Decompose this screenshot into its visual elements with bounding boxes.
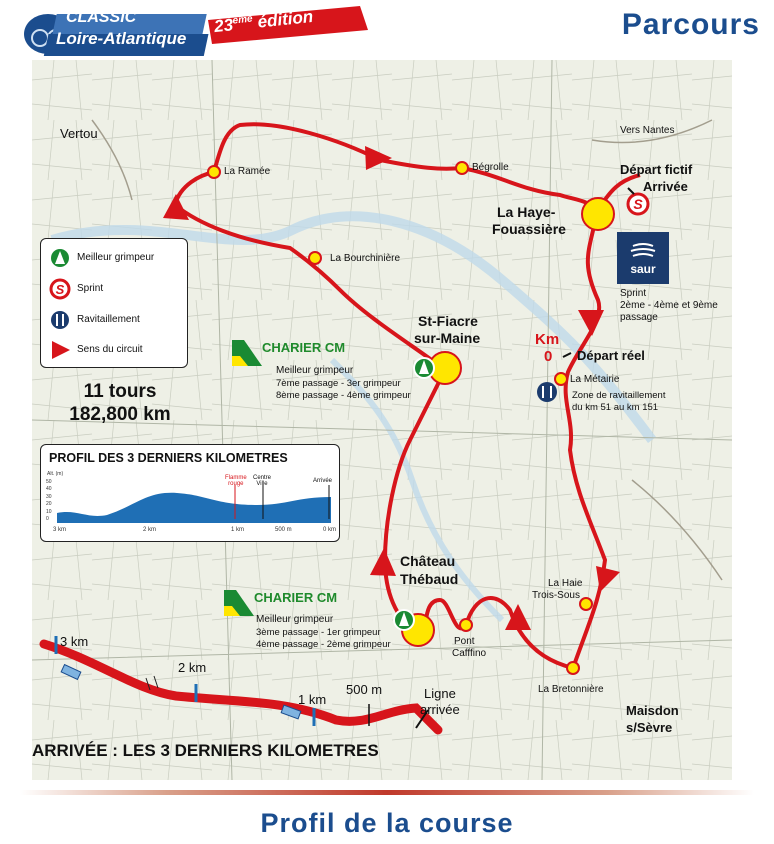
saur-wave-icon <box>617 232 669 284</box>
race-stats <box>40 380 200 426</box>
profile-chart <box>57 479 331 523</box>
place-vertou: Vertou <box>60 126 98 141</box>
direction-arrow-icon <box>596 566 620 592</box>
sprint-info-line-2: 2ème - 4ème et 9ème <box>620 300 718 311</box>
profile-x-tick-2: 1 km <box>231 527 245 533</box>
edition-text: 23ème édition <box>213 6 315 37</box>
profile-marker-arrivee: Arrivée <box>313 478 333 484</box>
place-la-metairie: La Métairie <box>570 374 620 385</box>
finish-km1: 1 km <box>298 692 327 707</box>
profile-area <box>57 493 331 523</box>
logo-region-text: Loire-Atlantique <box>56 29 187 48</box>
profile-x-tick-3: 500 m <box>275 527 292 533</box>
place-chateau-1: Château <box>400 553 456 569</box>
profile-x-tick-0: 3 km <box>53 527 67 533</box>
sprint-info-line-3: passage <box>620 312 658 323</box>
climb-2-line-3: 4ème passage - 2ème grimpeur <box>256 639 391 650</box>
legend-item-sprint: Sprint <box>77 283 104 294</box>
ravito-line-2: du km 51 au km 151 <box>572 402 659 413</box>
place-la-haye-2: Fouassière <box>492 221 566 237</box>
svg-text:S: S <box>633 196 643 212</box>
place-la-bourchiniere: La Bourchinière <box>330 253 401 264</box>
profile-box <box>40 444 340 542</box>
place-begrolle: Bégrolle <box>472 162 509 173</box>
checkpoint-pont-cafffino <box>460 619 472 631</box>
profile-marker-centre: Centre Ville <box>253 475 272 487</box>
climb-1-line-2: 7ème passage - 3er grimpeur <box>276 378 401 389</box>
checkpoint-begrolle <box>456 162 468 174</box>
legend-icons <box>49 247 71 359</box>
checkpoint-la-metairie <box>555 373 567 385</box>
direction-arrow-icon <box>365 146 392 170</box>
sprint-info-line-1: Sprint <box>620 288 647 299</box>
finish-km3: 3 km <box>60 634 89 649</box>
checkpoint-la-haie <box>580 598 592 610</box>
place-maisdon-1: Maisdon <box>626 703 679 718</box>
race-laps: 11 tours <box>83 381 157 402</box>
climb-1-line-1: Meilleur grimpeur <box>276 365 354 376</box>
checkpoint-la-haye-fouassiere <box>582 198 614 230</box>
place-st-fiacre-2: sur-Maine <box>414 330 481 346</box>
svg-text:S: S <box>55 282 65 297</box>
label-km-zero: 0 <box>544 348 553 365</box>
label-km: Km <box>535 331 560 348</box>
place-la-ramee: La Ramée <box>224 166 271 177</box>
place-la-bretonniere: La Bretonnière <box>538 684 604 695</box>
charier-logo-icon <box>220 588 256 618</box>
profile-y-unit: Alt. (m) <box>47 471 64 477</box>
place-st-fiacre-1: St-Fiacre <box>418 313 478 329</box>
profile-y-ticks: 50 40 30 20 10 0 <box>46 479 52 523</box>
ravito-line-1: Zone de ravitaillement <box>572 390 666 401</box>
page-title: Parcours <box>621 8 760 41</box>
saur-logo <box>617 232 669 284</box>
place-maisdon-2: s/Sèvre <box>626 720 673 735</box>
feed-icon <box>51 311 69 329</box>
direction-arrow-icon <box>163 194 189 220</box>
finish-km2: 2 km <box>178 660 207 675</box>
climb-2-line-2: 3ème passage - 1er grimpeur <box>256 627 381 638</box>
checkpoint-la-bretonniere <box>567 662 579 674</box>
profile-x-tick-4: 0 km <box>323 527 337 533</box>
charier-sponsor-1: CHARIER CM <box>262 340 346 355</box>
place-la-haie-1: La Haie <box>548 578 583 589</box>
direction-arrow-icon <box>370 548 396 576</box>
label-arrivee: Arrivée <box>643 179 688 194</box>
label-depart-reel: Départ réel <box>577 348 645 363</box>
place-la-haie-2: Trois-Sous <box>532 590 580 601</box>
place-pont-2: Cafffino <box>452 648 487 659</box>
logo-classic-text: CLASSIC <box>66 9 137 26</box>
charier-logo-icon <box>228 338 264 368</box>
profile-title: PROFIL DES 3 DERNIERS KILOMETRES <box>49 451 288 465</box>
climb-2-line-1: Meilleur grimpeur <box>256 614 334 625</box>
legend <box>40 238 188 368</box>
checkpoint-la-bourchiniere <box>309 252 321 264</box>
place-chateau-2: Thébaud <box>400 571 459 587</box>
place-pont-1: Pont <box>454 636 475 647</box>
label-depart-fictif: Départ fictif <box>620 162 693 177</box>
footer-title: Profil de la course <box>260 808 514 838</box>
checkpoint-la-ramee <box>208 166 220 178</box>
place-la-haye-1: La Haye- <box>497 204 556 220</box>
finish-ligne-1: Ligne <box>424 686 456 701</box>
profile-x-tick-1: 2 km <box>143 527 157 533</box>
legend-item-direction: Sens du circuit <box>77 344 143 355</box>
legend-item-feed: Ravitaillement <box>77 314 140 325</box>
profile-marker-flamme: Flamme rouge <box>225 475 247 487</box>
climb-1-line-3: 8ème passage - 4ème grimpeur <box>276 390 411 401</box>
charier-sponsor-2: CHARIER CM <box>254 590 338 605</box>
finish-500m: 500 m <box>346 682 383 697</box>
finish-route-diagram <box>36 630 446 740</box>
legend-item-climb: Meilleur grimpeur <box>77 252 155 263</box>
saur-text: saur <box>630 262 656 276</box>
feed-icon <box>537 382 557 402</box>
divider <box>20 790 754 795</box>
place-vers-nantes: Vers Nantes <box>620 125 675 136</box>
race-distance: 182,800 km <box>69 404 171 425</box>
direction-arrow-icon <box>578 310 604 336</box>
finish-ligne-2: arrivée <box>420 702 460 717</box>
direction-arrow-icon <box>52 341 70 359</box>
finish-title: ARRIVÉE : LES 3 DERNIERS KILOMETRES <box>32 741 379 760</box>
